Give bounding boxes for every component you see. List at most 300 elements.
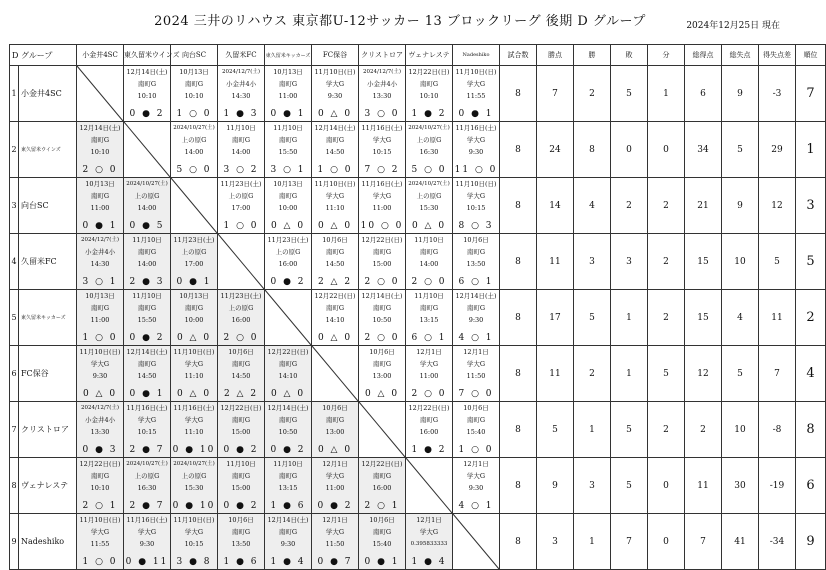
- match-time: 9:30: [139, 540, 155, 548]
- rank-cell: 6: [796, 458, 826, 514]
- match-time: 14:00: [184, 148, 204, 156]
- match-score: 0 ● 2: [270, 277, 306, 287]
- match-time: 13:15: [419, 316, 439, 324]
- stat-cell: 8: [500, 290, 537, 346]
- match-score: 0 △ 0: [364, 389, 400, 399]
- match-venue: 南町G: [466, 248, 486, 256]
- table-row: [10, 458, 826, 514]
- match-time: 9:30: [468, 316, 484, 324]
- match-date: 12月22日(日): [220, 404, 262, 412]
- match-cell: [312, 458, 359, 514]
- match-cell: [312, 234, 359, 290]
- match-date: 2024/10/27(土): [126, 181, 168, 187]
- match-date: 12月1日: [463, 348, 489, 356]
- match-score: 0 △ 0: [317, 445, 353, 455]
- match-date: 12月22日(日): [79, 460, 121, 468]
- match-score: 1 ● 6: [270, 501, 306, 511]
- match-date: 12月14日(土): [267, 516, 309, 524]
- match-date: 11月23日(土): [173, 236, 215, 244]
- match-time: 15:30: [184, 484, 204, 492]
- match-time: 11:50: [325, 540, 345, 548]
- match-venue: 南町G: [231, 360, 251, 368]
- match-venue: 学大G: [325, 192, 345, 200]
- match-cell: [124, 346, 171, 402]
- stat-cell: 2: [574, 66, 611, 122]
- match-date: 10月13日: [273, 180, 303, 188]
- match-date: 12月1日: [322, 460, 348, 468]
- match-date: 12月22日(日): [408, 404, 450, 412]
- match-time: 14:10: [325, 316, 345, 324]
- match-date: 10月6日: [322, 404, 348, 412]
- match-score: 2 ● 7: [129, 445, 165, 455]
- match-date: 11月16日(土): [173, 404, 215, 412]
- match-score: 3 ● 8: [176, 557, 212, 567]
- stat-cell: 7: [759, 346, 796, 402]
- match-date: 10月6日: [463, 404, 489, 412]
- table-row: [10, 66, 826, 122]
- match-time: 10:00: [278, 204, 298, 212]
- match-cell: [359, 66, 406, 122]
- match-venue: 南町G: [184, 80, 204, 88]
- column-header-stat: 得失点差: [759, 45, 796, 66]
- match-venue: 南町G: [231, 528, 251, 536]
- match-date: 2024/10/27(土): [173, 461, 215, 467]
- match-venue: 南町G: [466, 304, 486, 312]
- match-date: 10月13日: [273, 68, 303, 76]
- match-score: 11 ○ 0: [454, 165, 498, 175]
- match-cell: [406, 178, 453, 234]
- stat-cell: 1: [574, 402, 611, 458]
- stat-cell: 11: [685, 458, 722, 514]
- match-time: 10:10: [90, 148, 110, 156]
- match-score: 2 ○ 1: [82, 501, 118, 511]
- match-cell: [77, 234, 124, 290]
- match-venue: 南町G: [90, 192, 110, 200]
- stat-cell: 6: [685, 66, 722, 122]
- match-cell: [218, 346, 265, 402]
- match-date: 12月1日: [463, 460, 489, 468]
- stat-cell: 41: [722, 514, 759, 570]
- stat-cell: 5: [722, 122, 759, 178]
- stat-cell: 17: [537, 290, 574, 346]
- match-time: 16:00: [419, 428, 439, 436]
- match-time: 11:55: [90, 540, 110, 548]
- match-date: 10月6日: [463, 236, 489, 244]
- row-index: 5: [10, 290, 19, 346]
- table-row: [10, 514, 826, 570]
- match-score: 0 ● 1: [364, 557, 400, 567]
- match-score: 2 △ 2: [317, 277, 353, 287]
- match-cell: [265, 458, 312, 514]
- match-time: 9:30: [468, 484, 484, 492]
- match-time: 11:10: [184, 372, 204, 380]
- match-time: 13:00: [325, 428, 345, 436]
- match-venue: 南町G: [372, 528, 392, 536]
- match-score: 7 ○ 0: [458, 389, 494, 399]
- match-venue: 南町G: [419, 80, 439, 88]
- match-venue: 上の原G: [416, 136, 442, 144]
- match-score: 7 ○ 2: [364, 165, 400, 175]
- match-venue: 学大G: [466, 136, 486, 144]
- rank-cell: 9: [796, 514, 826, 570]
- stat-cell: 1: [611, 346, 648, 402]
- match-time: 16:00: [372, 484, 392, 492]
- match-score: 1 ● 2: [411, 109, 447, 119]
- rank-cell: 3: [796, 178, 826, 234]
- match-date: 11月16日(土): [455, 124, 497, 132]
- match-date: 11月10日: [273, 460, 303, 468]
- match-time: 13:50: [466, 260, 486, 268]
- stat-cell: 0: [648, 122, 685, 178]
- match-score: 0 ● 1: [176, 277, 212, 287]
- stat-cell: 7: [611, 514, 648, 570]
- match-venue: 南町G: [372, 248, 392, 256]
- match-date: 2024/10/27(土): [408, 181, 450, 187]
- match-date: 2024/10/27(土): [173, 125, 215, 131]
- match-date: 11月10日: [132, 292, 162, 300]
- match-cell: [359, 458, 406, 514]
- match-cell: [453, 122, 500, 178]
- match-score: 0 ● 11: [125, 557, 169, 567]
- match-venue: 上の原G: [134, 472, 160, 480]
- match-score: 0 ● 2: [129, 333, 165, 343]
- match-venue: 南町G: [278, 416, 298, 424]
- match-venue: 南町G: [231, 136, 251, 144]
- diagonal-line: [77, 66, 123, 121]
- stat-cell: 5: [537, 402, 574, 458]
- match-venue: 南町G: [325, 248, 345, 256]
- match-date: 2024/12/7(土): [81, 237, 120, 243]
- match-venue: 南町G: [231, 416, 251, 424]
- stat-cell: 9: [537, 458, 574, 514]
- diagonal-line: [124, 122, 170, 177]
- rank-cell: 4: [796, 346, 826, 402]
- column-header-team: Nadeshiko: [453, 45, 500, 66]
- match-venue: 学大G: [184, 360, 204, 368]
- stat-cell: 0: [611, 122, 648, 178]
- match-time: 11:00: [278, 92, 298, 100]
- match-score: 0 ● 1: [270, 109, 306, 119]
- column-header-stat: 勝: [574, 45, 611, 66]
- stat-cell: -34: [759, 514, 796, 570]
- match-score: 3 ○ 1: [270, 165, 306, 175]
- match-score: 1 ○ 0: [317, 165, 353, 175]
- match-date: 12月14日(土): [361, 292, 403, 300]
- match-venue: 上の原G: [181, 248, 207, 256]
- match-cell: [359, 122, 406, 178]
- row-index: 2: [10, 122, 19, 178]
- match-time: 16:30: [419, 148, 439, 156]
- match-venue: 学大G: [466, 80, 486, 88]
- match-score: 2 ● 3: [129, 277, 165, 287]
- match-date: 10月6日: [369, 348, 395, 356]
- stat-cell: 9: [722, 66, 759, 122]
- match-date: 11月10日(日): [314, 180, 356, 188]
- match-score: 0 ● 7: [317, 557, 353, 567]
- match-cell: [218, 122, 265, 178]
- table-row: [10, 178, 826, 234]
- stat-cell: 15: [685, 234, 722, 290]
- column-header-team: クリストロア: [359, 45, 406, 66]
- match-score: 1 ○ 0: [82, 333, 118, 343]
- match-date: 12月1日: [322, 516, 348, 524]
- match-venue: 南町G: [325, 304, 345, 312]
- match-cell: [312, 514, 359, 570]
- stat-cell: 3: [574, 458, 611, 514]
- diagonal-line: [312, 346, 358, 401]
- match-time: 15:00: [372, 260, 392, 268]
- match-date: 2024/12/7(土): [81, 405, 120, 411]
- row-index: 9: [10, 514, 19, 570]
- match-venue: 上の原G: [275, 248, 301, 256]
- match-score: 2 ○ 0: [82, 165, 118, 175]
- match-time: 9:30: [468, 148, 484, 156]
- match-cell: [265, 514, 312, 570]
- stat-cell: 10: [722, 402, 759, 458]
- match-score: 4 ○ 1: [458, 333, 494, 343]
- match-venue: 上の原G: [228, 304, 254, 312]
- match-date: 11月10日(日): [455, 180, 497, 188]
- match-time: 10:50: [372, 316, 392, 324]
- column-header-team: ヴェナレステ: [406, 45, 453, 66]
- match-cell: [171, 346, 218, 402]
- page-title: 2024 三井のリハウス 東京都U-12サッカー 13 ブロックリーグ 後期 D グループ: [154, 14, 646, 29]
- match-venue: 南町G: [278, 472, 298, 480]
- self-match-cell: [312, 346, 359, 402]
- match-cell: [312, 402, 359, 458]
- stat-cell: 7: [537, 66, 574, 122]
- match-venue: 上の原G: [228, 192, 254, 200]
- diagonal-line: [453, 514, 499, 569]
- match-time: 9:30: [327, 92, 343, 100]
- match-score: 1 ● 2: [411, 445, 447, 455]
- stat-cell: 3: [574, 234, 611, 290]
- row-index: 1: [10, 66, 19, 122]
- match-score: 0 △ 0: [176, 389, 212, 399]
- team-name: 久留米FC: [19, 234, 77, 290]
- match-date: 12月22日(日): [361, 236, 403, 244]
- match-time: 10:15: [372, 148, 392, 156]
- match-time: 17:00: [231, 204, 251, 212]
- self-match-cell: [124, 122, 171, 178]
- table-row: [10, 122, 826, 178]
- match-venue: 学大G: [137, 416, 157, 424]
- match-time: 13:30: [372, 92, 392, 100]
- stat-cell: 2: [648, 290, 685, 346]
- match-time: 11:00: [90, 204, 110, 212]
- match-cell: [406, 122, 453, 178]
- match-venue: 学大G: [372, 192, 392, 200]
- match-venue: 学大G: [90, 528, 110, 536]
- match-cell: [171, 122, 218, 178]
- match-time: 15:00: [231, 484, 251, 492]
- header-row: [10, 45, 826, 66]
- match-date: 12月22日(日): [314, 292, 356, 300]
- match-time: 11:00: [90, 316, 110, 324]
- match-venue: 南町G: [419, 248, 439, 256]
- match-time: 14:50: [325, 148, 345, 156]
- rank-cell: 5: [796, 234, 826, 290]
- match-date: 12月14日(土): [126, 348, 168, 356]
- stat-cell: 5: [611, 66, 648, 122]
- match-score: 0 ● 2: [129, 109, 165, 119]
- stat-cell: 30: [722, 458, 759, 514]
- match-cell: [359, 514, 406, 570]
- match-time: 16:00: [231, 316, 251, 324]
- match-cell: [77, 514, 124, 570]
- match-score: 2 △ 2: [223, 389, 259, 399]
- match-cell: [265, 66, 312, 122]
- team-name: クリストロア: [19, 402, 77, 458]
- match-time: 14:00: [419, 260, 439, 268]
- match-score: 0 ● 2: [317, 501, 353, 511]
- match-cell: [218, 66, 265, 122]
- match-score: 0 △ 0: [317, 221, 353, 231]
- match-cell: [453, 458, 500, 514]
- stat-cell: 5: [648, 346, 685, 402]
- row-index: 4: [10, 234, 19, 290]
- match-cell: [218, 178, 265, 234]
- self-match-cell: [171, 178, 218, 234]
- match-time: 11:00: [325, 484, 345, 492]
- match-score: 0 ● 2: [223, 501, 259, 511]
- match-date: 11月10日(日): [173, 516, 215, 524]
- match-cell: [171, 234, 218, 290]
- match-time: 14:30: [231, 92, 251, 100]
- match-cell: [77, 178, 124, 234]
- match-time: 17:00: [184, 260, 204, 268]
- match-time: 15:30: [419, 204, 439, 212]
- self-match-cell: [265, 290, 312, 346]
- match-time: 11:00: [372, 204, 392, 212]
- match-score: 1 ● 4: [270, 557, 306, 567]
- match-score: 6 ○ 1: [458, 277, 494, 287]
- match-date: 10月13日: [85, 292, 115, 300]
- match-date: 11月10日: [273, 124, 303, 132]
- match-date: 11月16日(土): [361, 180, 403, 188]
- team-name: 東久留米ウインズ: [19, 122, 77, 178]
- match-time: 10:50: [278, 428, 298, 436]
- match-date: 11月10日: [226, 124, 256, 132]
- match-cell: [406, 66, 453, 122]
- match-cell: [453, 402, 500, 458]
- stat-cell: 2: [611, 178, 648, 234]
- match-venue: 上の原G: [181, 472, 207, 480]
- diagonal-line: [359, 402, 405, 457]
- match-cell: [124, 234, 171, 290]
- match-score: 0 △ 0: [270, 221, 306, 231]
- match-venue: 南町G: [137, 304, 157, 312]
- match-venue: 南町G: [419, 416, 439, 424]
- match-score: 2 ○ 0: [223, 333, 259, 343]
- self-match-cell: [359, 402, 406, 458]
- match-time: 15:50: [137, 316, 157, 324]
- stat-cell: 2: [648, 178, 685, 234]
- match-time: 14:00: [231, 148, 251, 156]
- match-score: 5 ○ 0: [411, 165, 447, 175]
- table-row: [10, 346, 826, 402]
- match-date: 11月10日: [226, 460, 256, 468]
- match-cell: [77, 122, 124, 178]
- match-score: 2 ○ 0: [364, 333, 400, 343]
- match-venue: 南町G: [372, 472, 392, 480]
- self-match-cell: [453, 514, 500, 570]
- self-match-cell: [406, 458, 453, 514]
- match-score: 10 ○ 0: [360, 221, 404, 231]
- match-time: 10:10: [137, 92, 157, 100]
- match-score: 0 ● 2: [223, 445, 259, 455]
- team-name: 小金井4SC: [19, 66, 77, 122]
- match-cell: [171, 514, 218, 570]
- column-header-stat: 順位: [796, 45, 826, 66]
- stat-cell: 5: [759, 234, 796, 290]
- match-venue: 南町G: [278, 528, 298, 536]
- match-time: 11:00: [419, 372, 439, 380]
- team-name: ヴェナレステ: [19, 458, 77, 514]
- match-venue: 南町G: [466, 416, 486, 424]
- column-header-team: FC保谷: [312, 45, 359, 66]
- match-date: 2024/10/27(土): [408, 125, 450, 131]
- match-cell: [406, 402, 453, 458]
- match-score: 0 ● 10: [172, 501, 216, 511]
- match-cell: [171, 66, 218, 122]
- stat-cell: 34: [685, 122, 722, 178]
- rank-cell: 8: [796, 402, 826, 458]
- column-header-stat: 勝点: [537, 45, 574, 66]
- stat-cell: 11: [537, 346, 574, 402]
- table-row: [10, 234, 826, 290]
- match-score: 3 ○ 0: [364, 109, 400, 119]
- match-date: 12月14日(土): [79, 124, 121, 132]
- match-score: 0 △ 0: [176, 333, 212, 343]
- match-date: 12月1日: [416, 516, 442, 524]
- stat-cell: -3: [759, 66, 796, 122]
- stat-cell: 4: [722, 290, 759, 346]
- match-cell: [406, 290, 453, 346]
- rank-cell: 7: [796, 66, 826, 122]
- league-table: [9, 44, 826, 570]
- match-time: 16:00: [278, 260, 298, 268]
- match-venue: 南町G: [137, 360, 157, 368]
- match-date: 12月14日(土): [314, 124, 356, 132]
- row-index: 6: [10, 346, 19, 402]
- match-venue: 学大G: [184, 416, 204, 424]
- match-time: 14:00: [137, 260, 157, 268]
- match-time: 11:55: [466, 92, 486, 100]
- match-cell: [124, 66, 171, 122]
- match-score: 0 △ 0: [270, 389, 306, 399]
- match-time: 14:50: [137, 372, 157, 380]
- match-score: 1 ● 6: [223, 557, 259, 567]
- match-cell: [453, 290, 500, 346]
- stat-cell: 2: [574, 346, 611, 402]
- stat-cell: 8: [500, 66, 537, 122]
- match-score: 1 ○ 0: [458, 445, 494, 455]
- match-cell: [453, 66, 500, 122]
- match-time: 10:15: [137, 428, 157, 436]
- match-venue: 南町G: [325, 136, 345, 144]
- stat-cell: 1: [648, 66, 685, 122]
- match-venue: 南町G: [184, 304, 204, 312]
- stat-cell: 5: [611, 402, 648, 458]
- match-score: 1 ● 3: [223, 109, 259, 119]
- stat-cell: 0: [648, 458, 685, 514]
- match-time: 11:10: [184, 428, 204, 436]
- match-time: 14:10: [278, 372, 298, 380]
- match-score: 2 ○ 0: [364, 277, 400, 287]
- match-date: 11月10日: [132, 236, 162, 244]
- match-venue: 学大G: [90, 360, 110, 368]
